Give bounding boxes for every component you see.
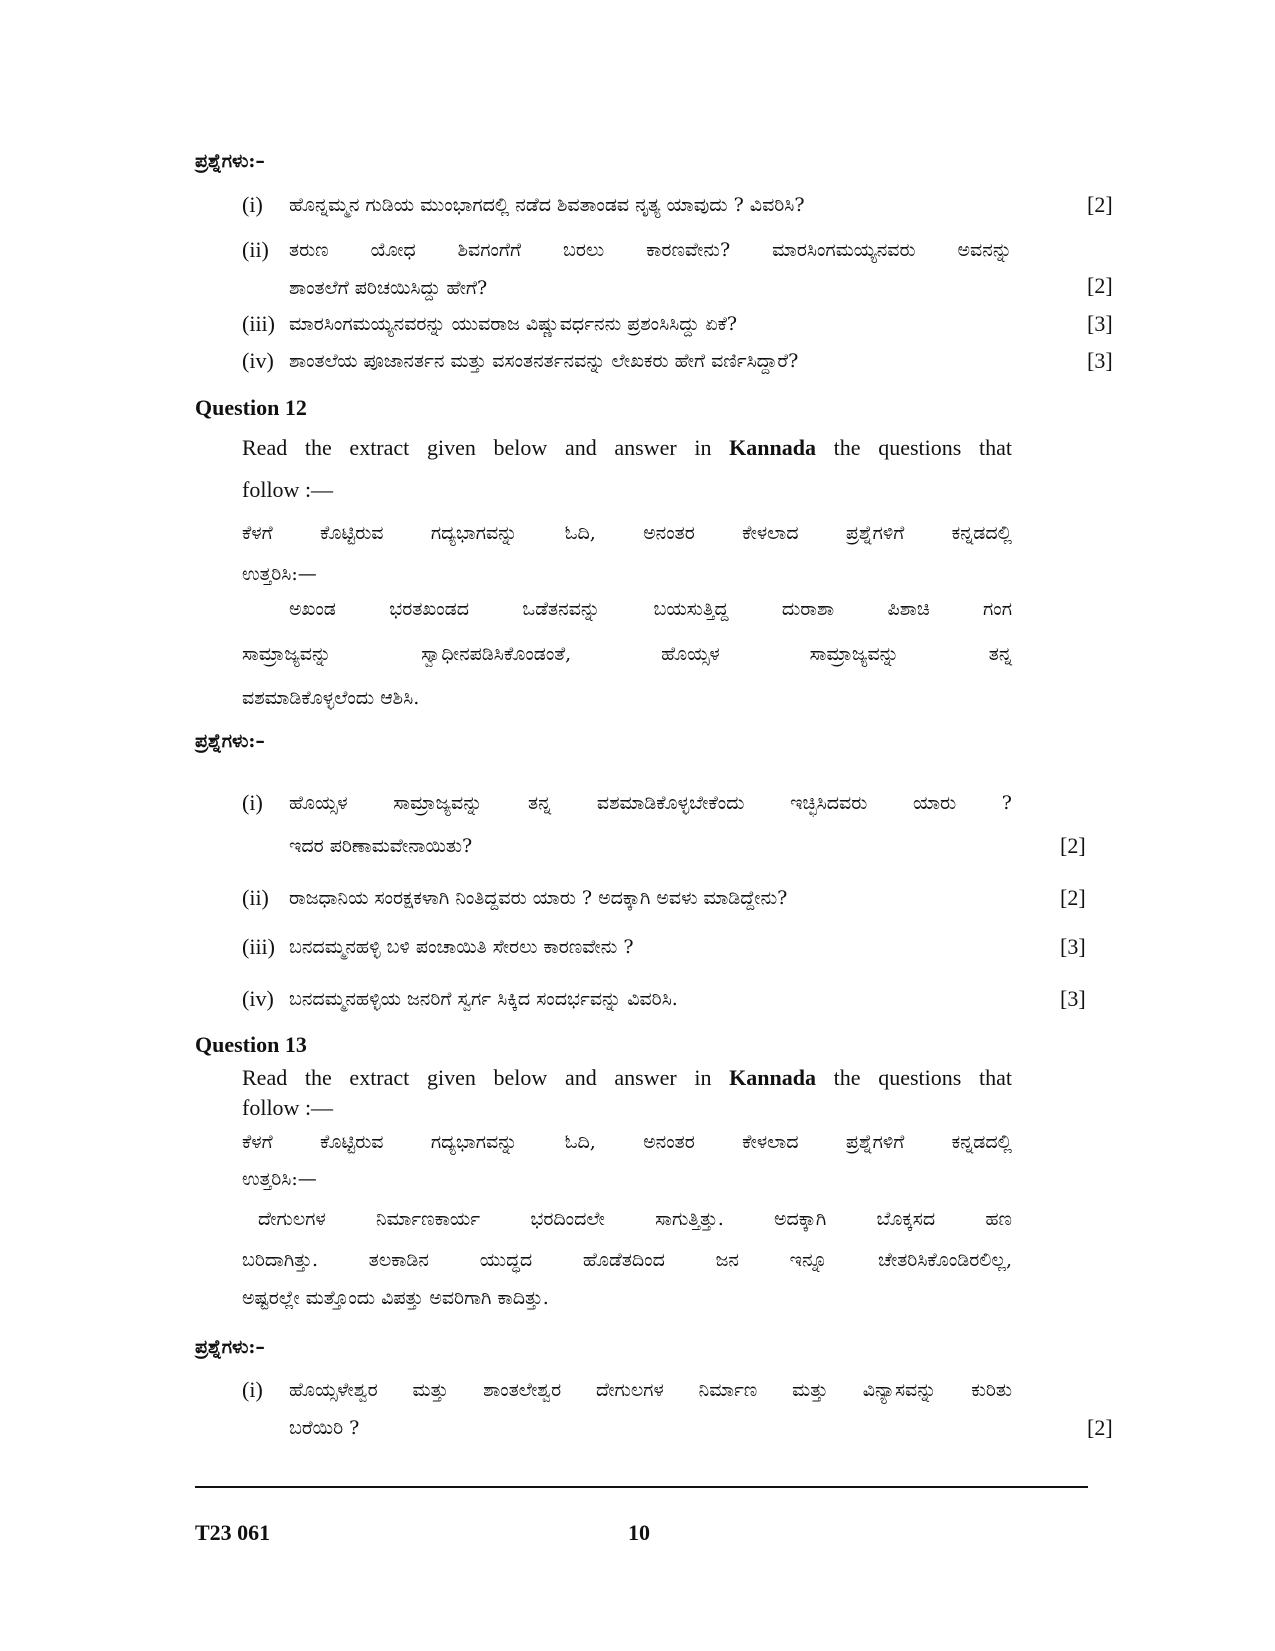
question-text: ಬನದಮ್ಮನಹಳ್ಳಿ ಬಳಿ ಪಂಚಾಯಿತಿ ಸೇರಲು ಕಾರಣವೇನು ? xyxy=(289,936,634,958)
english-instruction xyxy=(242,1065,1012,1091)
question-number: (i) xyxy=(242,192,263,217)
marks-label: [2] xyxy=(1087,1415,1113,1440)
language-name: Kannada xyxy=(729,1065,816,1090)
question-number: (ii) xyxy=(242,237,269,262)
question-title: Question 12 xyxy=(195,395,307,420)
question-text: ತರುಣ ಯೋಧ ಶಿವಗಂಗೆಗೆ ಬರಲು ಕಾರಣವೇನು? ಮಾರಸಿಂಗಮಯ್ಯನವರು ಅವನನ್ನು xyxy=(289,239,1012,261)
marks-label: [3] xyxy=(1087,311,1113,336)
question-text-continued: ಶಾಂತಲೆಗೆ ಪರಿಚಯಿಸಿದ್ದು ಹೇಗೆ? xyxy=(289,277,488,299)
extract-text: ವಶಮಾಡಿಕೊಳ್ಳಲೆಂದು ಆಶಿಸಿ. xyxy=(242,687,420,709)
language-name: Kannada xyxy=(729,435,816,460)
paper-code: T23 061 xyxy=(195,1520,271,1545)
question-number: (iii) xyxy=(242,311,275,336)
question-text: ರಾಜಧಾನಿಯ ಸಂರಕ್ಷಕಳಾಗಿ ನಿಂತಿದ್ದವರು ಯಾರು ? ಅದಕ್ಕಾಗಿ ಅವಳು ಮಾಡಿದ್ದೇನು? xyxy=(289,887,788,909)
marks-label: [2] xyxy=(1060,833,1086,858)
marks-label: [3] xyxy=(1060,934,1086,959)
footer-rule xyxy=(195,1486,1088,1488)
kannada-instruction-continued: ಉತ್ತರಿಸಿ:— xyxy=(242,1168,317,1190)
page-number: 10 xyxy=(628,1520,650,1545)
instruction-text: the questions that xyxy=(816,1065,1013,1090)
question-number: (i) xyxy=(242,1377,263,1402)
questions-heading: ಪ್ರಶ್ನೆಗಳು:– xyxy=(195,150,265,172)
extract-text: ಸಾಮ್ರಾಜ್ಯವನ್ನು ಸ್ವಾಧೀನಪಡಿಸಿಕೊಂಡಂತೆ, ಹೊಯ್ಸಳ ಸಾಮ್ರಾಜ್ಯವನ್ನು ತನ್ನ xyxy=(242,643,1012,665)
question-text-continued: ಇದರ ಪರಿಣಾಮವೇನಾಯಿತು? xyxy=(289,835,473,857)
instruction-text: Read the extract given below and answer in xyxy=(242,435,730,460)
questions-heading: ಪ್ರಶ್ನೆಗಳು:– xyxy=(195,730,265,752)
kannada-instruction-continued: ಉತ್ತರಿಸಿ:— xyxy=(242,563,317,585)
marks-label: [2] xyxy=(1087,273,1113,298)
extract-text: ದೇಗುಲಗಳ ನಿರ್ಮಾಣಕಾರ್ಯ ಭರದಿಂದಲೇ ಸಾಗುತ್ತಿತ್ತು. ಅದಕ್ಕಾಗಿ ಬೊಕ್ಕಸದ ಹಣ xyxy=(258,1208,1012,1230)
extract-text: ಅಖಂಡ ಭರತಖಂಡದ ಒಡೆತನವನ್ನು ಬಯಸುತ್ತಿದ್ದ ದುರಾಶಾ ಪಿಶಾಚಿ ಗಂಗ xyxy=(289,598,1012,620)
question-text: ಬನದಮ್ಮನಹಳ್ಳಿಯ ಜನರಿಗೆ ಸ್ವರ್ಗ ಸಿಕ್ಕಿದ ಸಂದರ್ಭವನ್ನು ವಿವರಿಸಿ. xyxy=(289,988,678,1010)
question-text: ಮಾರಸಿಂಗಮಯ್ಯನವರನ್ನು ಯುವರಾಜ ವಿಷ್ಣುವರ್ಧನನು ಪ್ರಶಂಸಿಸಿದ್ದು ಏಕೆ? xyxy=(289,313,738,335)
marks-label: [3] xyxy=(1060,986,1086,1011)
extract-text: ಅಷ್ಟರಲ್ಲೇ ಮತ್ತೊಂದು ವಿಪತ್ತು ಅವರಿಗಾಗಿ ಕಾದಿತ್ತು. xyxy=(242,1287,549,1309)
instruction-text: the questions that xyxy=(816,435,1013,460)
question-text: ಶಾಂತಲೆಯ ಪೂಜಾನರ್ತನ ಮತ್ತು ವಸಂತನರ್ತನವನ್ನು ಲೇಖಕರು ಹೇಗೆ ವರ್ಣಿಸಿದ್ದಾರೆ? xyxy=(289,350,799,372)
kannada-instruction: ಕೆಳಗೆ ಕೊಟ್ಟಿರುವ ಗದ್ಯಭಾಗವನ್ನು ಓದಿ, ಅನಂತರ ಕೇಳಲಾದ ಪ್ರಶ್ನೆಗಳಿಗೆ ಕನ್ನಡದಲ್ಲಿ xyxy=(242,1131,1012,1153)
english-instruction xyxy=(242,435,1012,461)
question-number: (iii) xyxy=(242,934,275,959)
question-text: ಹೊನ್ನಮ್ಮನ ಗುಡಿಯ ಮುಂಭಾಗದಲ್ಲಿ ನಡೆದ ಶಿವತಾಂಡವ ನೃತ್ಯ ಯಾವುದು ? ವಿವರಿಸಿ? xyxy=(289,194,805,216)
questions-heading: ಪ್ರಶ್ನೆಗಳು:– xyxy=(195,1336,265,1358)
marks-label: [2] xyxy=(1087,192,1113,217)
marks-label: [2] xyxy=(1060,885,1086,910)
question-title: Question 13 xyxy=(195,1032,307,1057)
question-number: (iv) xyxy=(242,986,274,1011)
question-number: (ii) xyxy=(242,885,269,910)
question-number: (i) xyxy=(242,790,263,815)
english-instruction-continued: follow :— xyxy=(242,1095,334,1120)
question-number: (iv) xyxy=(242,348,274,373)
instruction-text: Read the extract given below and answer in xyxy=(242,1065,730,1090)
marks-label: [3] xyxy=(1087,348,1113,373)
question-text: ಹೊಯ್ಸಳೇಶ್ವರ ಮತ್ತು ಶಾಂತಲೇಶ್ವರ ದೇಗುಲಗಳ ನಿರ್ಮಾಣ ಮತ್ತು ವಿನ್ಯಾಸವನ್ನು ಕುರಿತು xyxy=(289,1379,1012,1401)
extract-text: ಬರಿದಾಗಿತ್ತು. ತಲಕಾಡಿನ ಯುದ್ಧದ ಹೊಡೆತದಿಂದ ಜನ ಇನ್ನೂ ಚೇತರಿಸಿಕೊಂಡಿರಲಿಲ್ಲ, xyxy=(242,1249,1012,1271)
question-text: ಹೊಯ್ಸಳ ಸಾಮ್ರಾಜ್ಯವನ್ನು ತನ್ನ ವಶಮಾಡಿಕೊಳ್ಳಬೇಕೆಂದು ಇಚ್ಛಿಸಿದವರು ಯಾರು ? xyxy=(289,792,1012,814)
question-text-continued: ಬರೆಯಿರಿ ? xyxy=(289,1417,360,1439)
kannada-instruction: ಕೆಳಗೆ ಕೊಟ್ಟಿರುವ ಗದ್ಯಭಾಗವನ್ನು ಓದಿ, ಅನಂತರ ಕೇಳಲಾದ ಪ್ರಶ್ನೆಗಳಿಗೆ ಕನ್ನಡದಲ್ಲಿ xyxy=(242,522,1012,544)
english-instruction-continued: follow :— xyxy=(242,477,334,502)
